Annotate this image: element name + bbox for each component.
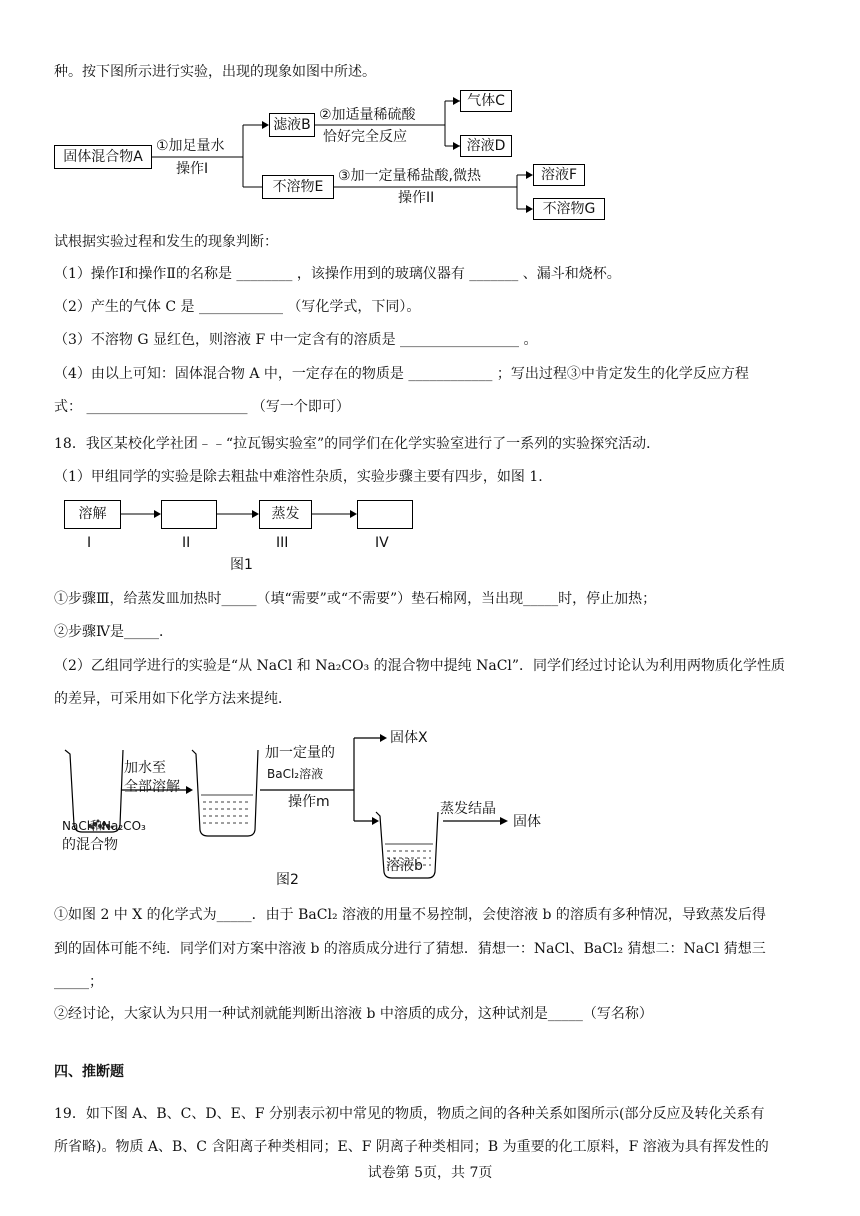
solution-f-box: 溶液F — [533, 164, 585, 186]
figure-1-arrows — [0, 495, 860, 575]
q17-part1: （1）操作Ⅰ和操作Ⅱ的名称是 ________ ，该操作用到的玻璃仪器有 _______ 、漏斗和烧杯。 — [54, 266, 621, 282]
q18-step3-question: ①步骤Ⅲ，给蒸发皿加热时_____（填“需要”或“不需要”）垫石棉网，当出现_____时，停止加热； — [54, 591, 657, 607]
section-4-heading: 四、推断题 — [54, 1064, 124, 1080]
fig1-step1-box: 溶解 — [64, 500, 121, 529]
fig2-mixture-line1: NaCl和Na₂CO₃ — [62, 819, 146, 833]
operation-1-label: 操作I — [176, 161, 209, 177]
fig2-caption: 图2 — [276, 872, 299, 888]
solid-mixture-a-box: 固体混合物A — [54, 145, 152, 169]
flowchart-diagram-1 — [0, 0, 860, 230]
figure-2-diagram — [0, 720, 860, 890]
filtrate-b-box: 滤液B — [269, 113, 315, 137]
q17-part4b: 式： _______________________ （写一个即可） — [54, 399, 350, 415]
q18-part1: （1）甲组同学的实验是除去粗盐中难溶性杂质，实验步骤主要有四步，如图 1. — [54, 469, 543, 485]
insoluble-e-box: 不溶物E — [262, 175, 334, 199]
fig1-step4-box — [357, 500, 413, 529]
q18-step4-question: ②步骤Ⅳ是_____． — [54, 624, 173, 640]
figure-2-drawing — [0, 720, 860, 890]
step2-label: ②加适量稀硫酸 — [319, 107, 416, 123]
fig2-solid-x: 固体X — [390, 730, 428, 746]
fig1-roman-4: IV — [375, 535, 389, 551]
figure-1-diagram — [0, 495, 860, 575]
step1-label: ①加足量水 — [156, 138, 225, 154]
fig2-dissolve: 全部溶解 — [124, 779, 180, 795]
q18-part2a: （2）乙组同学进行的实验是“从 NaCl 和 Na₂CO₃ 的混合物中提纯 NaCl”．同学们经过讨论认为利用两物质化学性质 — [54, 658, 786, 674]
fig1-roman-2: II — [182, 535, 191, 551]
page-footer: 试卷第 5页，共 7页 — [367, 1165, 493, 1181]
fig1-step3-box: 蒸发 — [259, 500, 312, 529]
q18-part2b: 的差异，可采用如下化学方法来提纯． — [54, 691, 292, 707]
fig2-operation-m: 操作m — [288, 794, 330, 810]
fig2-add-bacl2: 加一定量的 — [265, 745, 335, 761]
q18-reagent-question: ②经讨论，大家认为只用一种试剂就能判断出溶液 b 中溶质的成分，这种试剂是_____（写名称） — [54, 1006, 653, 1022]
q17-part3: （3）不溶物 G 显红色，则溶液 F 中一定含有的溶质是 _________________ 。 — [54, 332, 538, 348]
q18-x-question-b: 到的固体可能不纯．同学们对方案中溶液 b 的溶质成分进行了猜想．猜想一：NaCl、BaCl₂ 猜想二：NaCl 猜想三 — [54, 941, 766, 957]
q18-title: 18．我区某校化学社团﹣﹣“拉瓦锡实验室”的同学们在化学实验室进行了一系列的实验探究活动． — [54, 436, 661, 452]
fig1-caption: 图1 — [230, 557, 253, 573]
solution-d-box: 溶液D — [460, 135, 512, 157]
fig1-roman-1: I — [87, 535, 92, 551]
gas-c-box: 气体C — [460, 90, 512, 112]
intro-text: 种。按下图所示进行实验，出现的现象如图中所述。 — [54, 64, 376, 80]
step3-label: ③加一定量稀盐酸,微热 — [338, 168, 482, 184]
operation-2-label: 操作II — [398, 190, 435, 206]
fig2-solution-b: 溶液b — [386, 858, 423, 874]
q19-line2: 所省略)。物质 A、B、C 含阳离子种类相同；E、F 阴离子种类相同；B 为重要的化工原料，F 溶液为具有挥发性的 — [54, 1139, 769, 1155]
fig1-roman-3: III — [276, 535, 289, 551]
q17-part4a: （4）由以上可知：固体混合物 A 中，一定存在的物质是 ____________ ；写出过程③中肯定发生的化学反应方程 — [54, 366, 749, 382]
fig2-bacl2-solution: BaCl₂溶液 — [267, 767, 324, 781]
fig2-evaporate: 蒸发结晶 — [440, 801, 496, 817]
beaker-2 — [192, 750, 258, 836]
insoluble-g-box: 不溶物G — [533, 198, 605, 220]
q17-lead: 试根据实验过程和发生的现象判断： — [54, 234, 278, 250]
fig1-step2-box — [161, 500, 217, 529]
fig2-add-water: 加水至 — [124, 760, 166, 776]
q19-line1: 19．如下图 A、B、C、D、E、F 分别表示初中常见的物质，物质之间的各种关系如图所示(部分反应及转化关系有 — [54, 1106, 765, 1122]
fig2-mixture-line2: 的混合物 — [62, 837, 118, 853]
q18-x-question-c: _____； — [54, 974, 103, 990]
fig2-solid: 固体 — [513, 814, 541, 830]
q18-x-question-a: ①如图 2 中 X 的化学式为_____．由于 BaCl₂ 溶液的用量不易控制，会使溶液 b 的溶质有多种情况，导致蒸发后得 — [54, 907, 766, 923]
q17-part2: （2）产生的气体 C 是 ____________ （写化学式，下同）。 — [54, 299, 421, 315]
step2-sublabel: 恰好完全反应 — [323, 129, 407, 145]
